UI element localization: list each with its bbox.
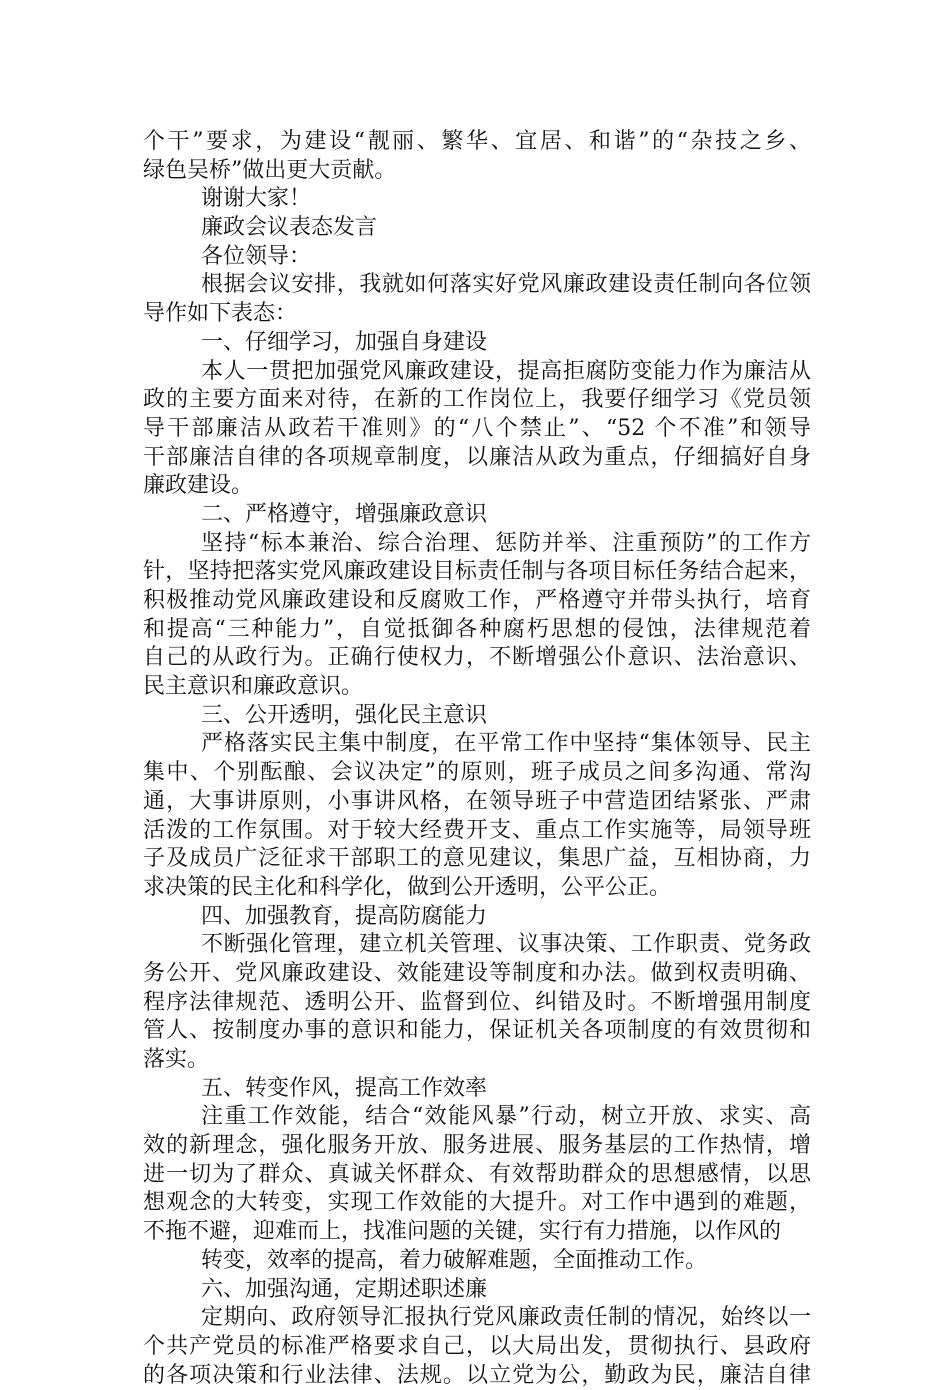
text-line: 务公开、党风廉政建设、效能建设等制度和办法。做到权责明确、: [143, 960, 811, 986]
text-line: 活泼的工作氛围。对于较大经费开支、重点工作实施等，局领导班: [143, 817, 811, 843]
text-line: 和提高“三种能力”，自觉抵御各种腐朽思想的侵蚀，法律规范着: [143, 616, 811, 642]
text-line: 想观念的大转变，实现工作效能的大提升。对工作中遇到的难题，: [143, 1190, 811, 1216]
text-line: 一、仔细学习，加强自身建设: [201, 329, 488, 355]
text-line: 五、转变作风，提高工作效率: [201, 1075, 488, 1101]
text-line: 根据会议安排，我就如何落实好党风廉政建设责任制向各位领: [201, 272, 811, 298]
text-line: 针，坚持把落实党风廉政建设目标责任制与各项目标任务结合起来，: [143, 559, 811, 585]
text-line: 个干”要求，为建设“靓丽、繁华、宜居、和谐”的“杂技之乡、: [143, 129, 811, 154]
text-line: 通，大事讲原则，小事讲风格，在领导班子中营造团结紧张、严肃: [143, 788, 811, 814]
text-line: 二、严格遵守，增强廉政意识: [201, 501, 488, 527]
text-line: 干部廉洁自律的各项规章制度，以廉洁从政为重点，仔细搞好自身: [143, 444, 811, 470]
text-line: 导干部廉洁从政若干准则》的“八个禁止”、“52 个不准”和领导: [143, 415, 811, 441]
text-line: 民主意识和廉政意识。: [143, 674, 364, 700]
text-line: 政的主要方面来对待，在新的工作岗位上，我要仔细学习《党员领: [143, 387, 811, 413]
text-line: 严格落实民主集中制度，在平常工作中坚持“集体领导、民主: [201, 731, 811, 757]
text-line: 落实。: [143, 1047, 210, 1072]
text-line: 集中、个别酝酿、会议决定”的原则，班子成员之间多沟通、常沟: [143, 760, 811, 786]
text-line: 不断强化管理，建立机关管理、议事决策、工作职责、党务政: [201, 932, 811, 958]
text-line: 各位领导：: [201, 243, 312, 269]
text-line: 廉政建设。: [143, 473, 254, 499]
text-line: 子及成员广泛征求干部职工的意见建议，集思广益，互相协商，力: [143, 846, 811, 872]
document-page: [143, 128, 811, 1390]
text-line: 效的新理念，强化服务开放、服务进展、服务基层的工作热情，增: [143, 1133, 811, 1159]
text-line: 三、公开透明，强化民主意识: [201, 702, 488, 728]
text-line: 进一切为了群众、真诚关怀群众、有效帮助群众的思想感情，以思: [143, 1161, 811, 1187]
text-line: 谢谢大家！: [201, 186, 312, 212]
text-line: 坚持“标本兼治、综合治理、惩防并举、注重预防”的工作方: [201, 530, 811, 556]
text-line: 的各项决策和行业法律、法规。以立党为公，勤政为民，廉洁自律: [143, 1362, 811, 1388]
text-line: 导作如下表态：: [143, 301, 298, 327]
text-line: 本人一贯把加强党风廉政建设，提高拒腐防变能力作为廉洁从: [201, 358, 811, 384]
text-line: 转变，效率的提高，着力破解难题，全面推动工作。: [201, 1247, 708, 1273]
text-line: 自己的从政行为。正确行使权力，不断增强公仆意识、法治意识、: [143, 645, 811, 671]
text-line: 注重工作效能，结合“效能风暴”行动，树立开放、求实、高: [201, 1104, 811, 1130]
text-line: 积极推动党风廉政建设和反腐败工作，严格遵守并带头执行，培育: [143, 588, 811, 613]
text-line: 管人、按制度办事的意识和能力，保证机关各项制度的有效贯彻和: [143, 1018, 811, 1044]
text-line: 绿色吴桥”做出更大贡献。: [143, 157, 397, 183]
text-line: 廉政会议表态发言: [201, 215, 378, 241]
text-line: 求决策的民主化和科学化，做到公开透明，公平公正。: [143, 874, 672, 900]
text-line: 不拖不避，迎难而上，找准问题的关键，实行有力措施，以作风的: [143, 1219, 782, 1245]
text-line: 个共产党员的标准严格要求自己，以大局出发，贯彻执行、县政府: [143, 1333, 811, 1359]
text-line: 定期向、政府领导汇报执行党风廉政责任制的情况，始终以一: [201, 1305, 811, 1331]
text-line: 四、加强教育，提高防腐能力: [201, 903, 488, 929]
text-line: 六、加强沟通，定期述职述廉: [201, 1276, 488, 1302]
text-line: 程序法律规范、透明公开、监督到位、纠错及时。不断增强用制度: [143, 989, 811, 1015]
